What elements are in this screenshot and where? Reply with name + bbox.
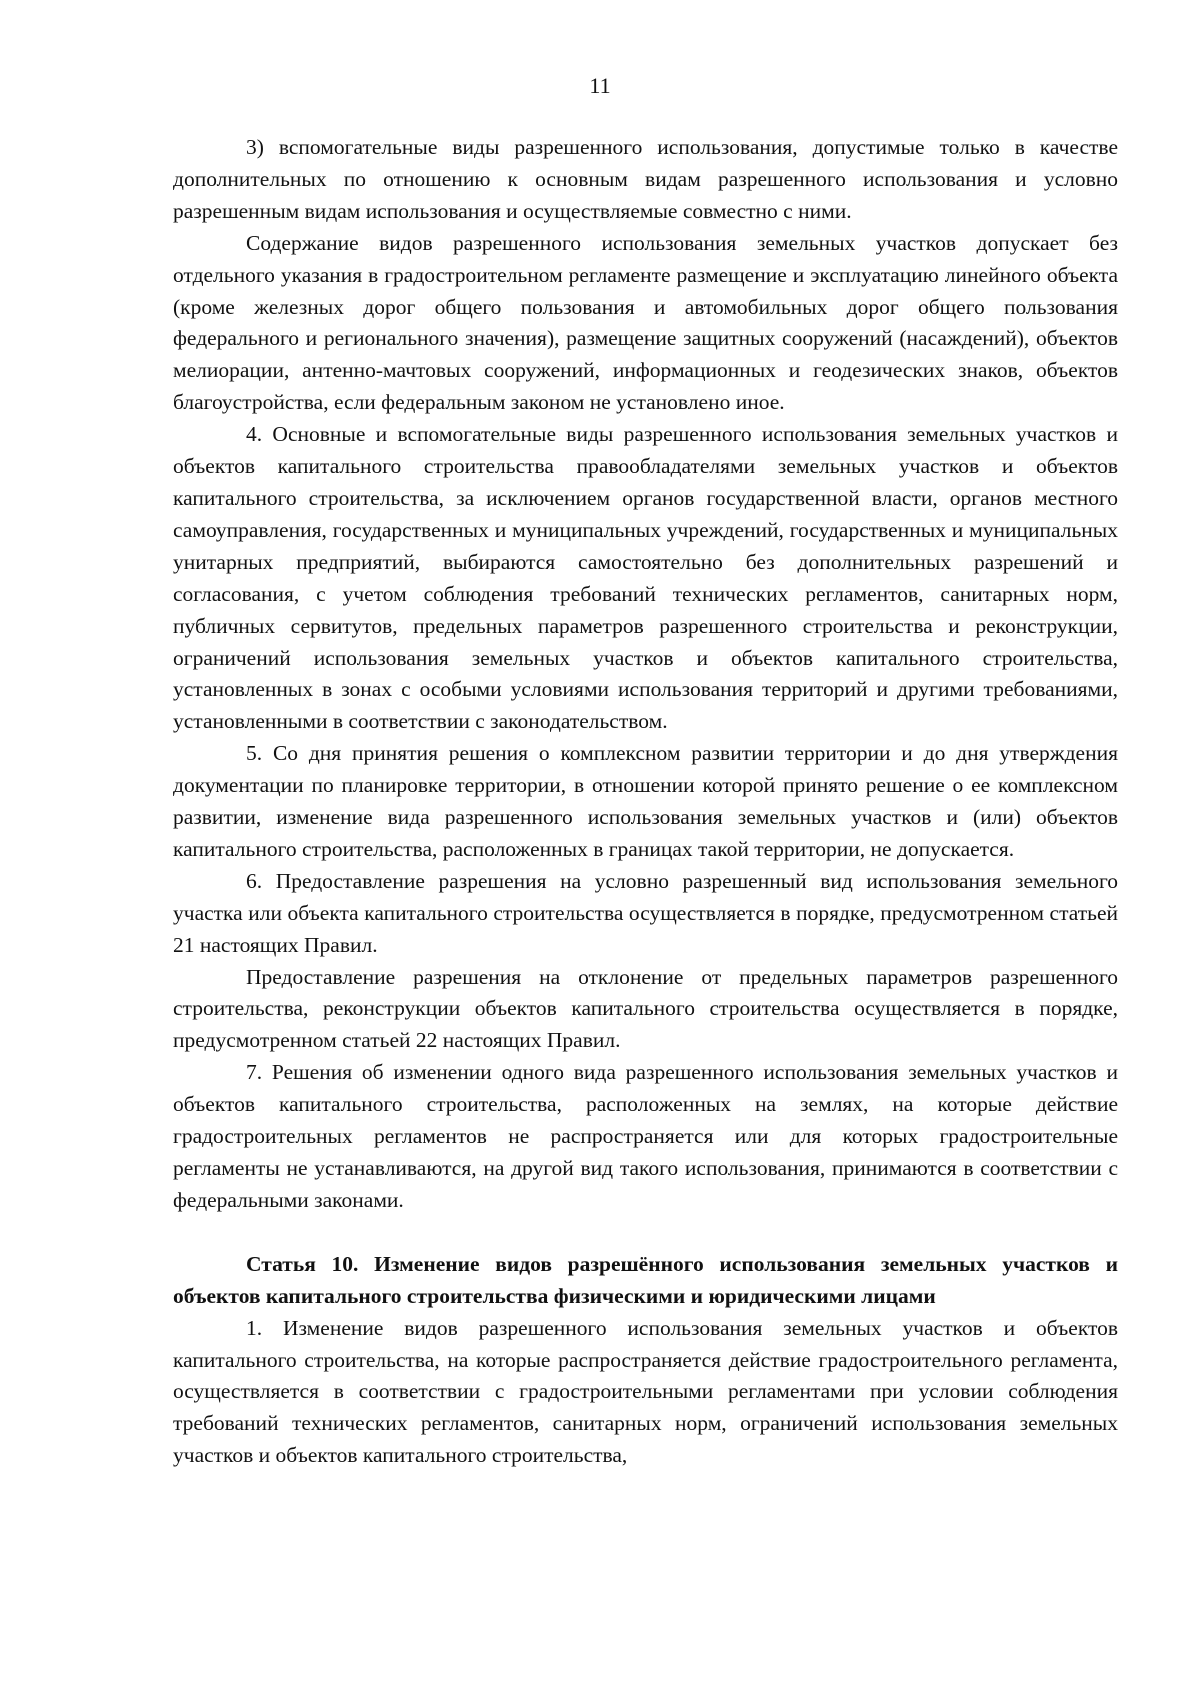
page-number: 11 — [589, 73, 611, 98]
paragraph-permitted-use-content: Содержание видов разрешенного использования земельных участков допускает без отдельного указания в градостроительном регламенте размещение и эксплуатацию линейного объекта (кроме железных дорог общего пользования и автомобильных дорог общего пользования федерального и регионального значения), размещение защитных сооружений (насаждений), объектов мелиорации, антенно-мачтовых сооружений, информационных и геодезических знаков, объектов благоустройства, если федеральным законом не установлено иное. — [173, 230, 1118, 415]
paragraph-deviation-permit: Предоставление разрешения на отклонение от предельных параметров разрешенного строительства, реконструкции объектов капитального строительства осуществляется в порядке, предусмотренном статьей 22 настоящих Правил. — [173, 964, 1118, 1053]
article-10-heading: Статья 10. Изменение видов разрешённого использования земельных участков и объектов капитального строительства физическими и юридическими лицами — [173, 1251, 1118, 1308]
article-10-paragraph-1: 1. Изменение видов разрешенного использования земельных участков и объектов капитального строительства, на которые распространяется действие градостроительного регламента, осуществляется в соответствии с градостроительными регламентами при условии соблюдения требований технических регламентов, санитарных норм, ограничений использования земельных участков и объектов капитального строительства, — [173, 1315, 1118, 1468]
paragraph-item-5: 5. Со дня принятия решения о комплексном развитии территории и до дня утверждения документации по планировке территории, в отношении которой принято решение о ее комплексном развитии, изменение вида разрешенного использования земельных участков и (или) объектов капитального строительства, расположенных в границах такой территории, не допускается. — [173, 741, 1118, 861]
paragraph-auxiliary-uses: 3) вспомогательные виды разрешенного использования, допустимые только в качестве дополнительных по отношению к основным видам разрешенного использования и условно разрешенным видам использования и осуществляемые совместно с ними. — [173, 135, 1118, 223]
paragraph-item-6: 6. Предоставление разрешения на условно разрешенный вид использования земельного участка или объекта капитального строительства осуществляется в порядке, предусмотренном статьей 21 настоящих Правил. — [173, 868, 1118, 957]
paragraph-item-7: 7. Решения об изменении одного вида разрешенного использования земельных участков и объектов капитального строительства, расположенных на землях, на которые действие градостроительных регламентов не распространяется или для которых градостроительные регламенты не устанавливаются, на другой вид такого использования, принимаются в соответствии с федеральными законами. — [173, 1060, 1118, 1212]
page-body — [173, 132, 1118, 1472]
paragraph-item-4: 4. Основные и вспомогательные виды разрешенного использования земельных участков и объектов капитального строительства правообладателями земельных участков и объектов капитального строительства, за исключением органов государственной власти, органов местного самоуправления, государственных и муниципальных учреждений, государственных и муниципальных унитарных предприятий, выбираются самостоятельно без дополнительных разрешений и согласования, с учетом соблюдения требований технических регламентов, санитарных норм, публичных сервитутов, предельных параметров разрешенного строительства и реконструкции, ограничений использования земельных участков и объектов капитального строительства, установленных в зонах с особыми условиями использования территорий и другими требованиями, установленными в соответствии с законодательством. — [173, 422, 1118, 734]
